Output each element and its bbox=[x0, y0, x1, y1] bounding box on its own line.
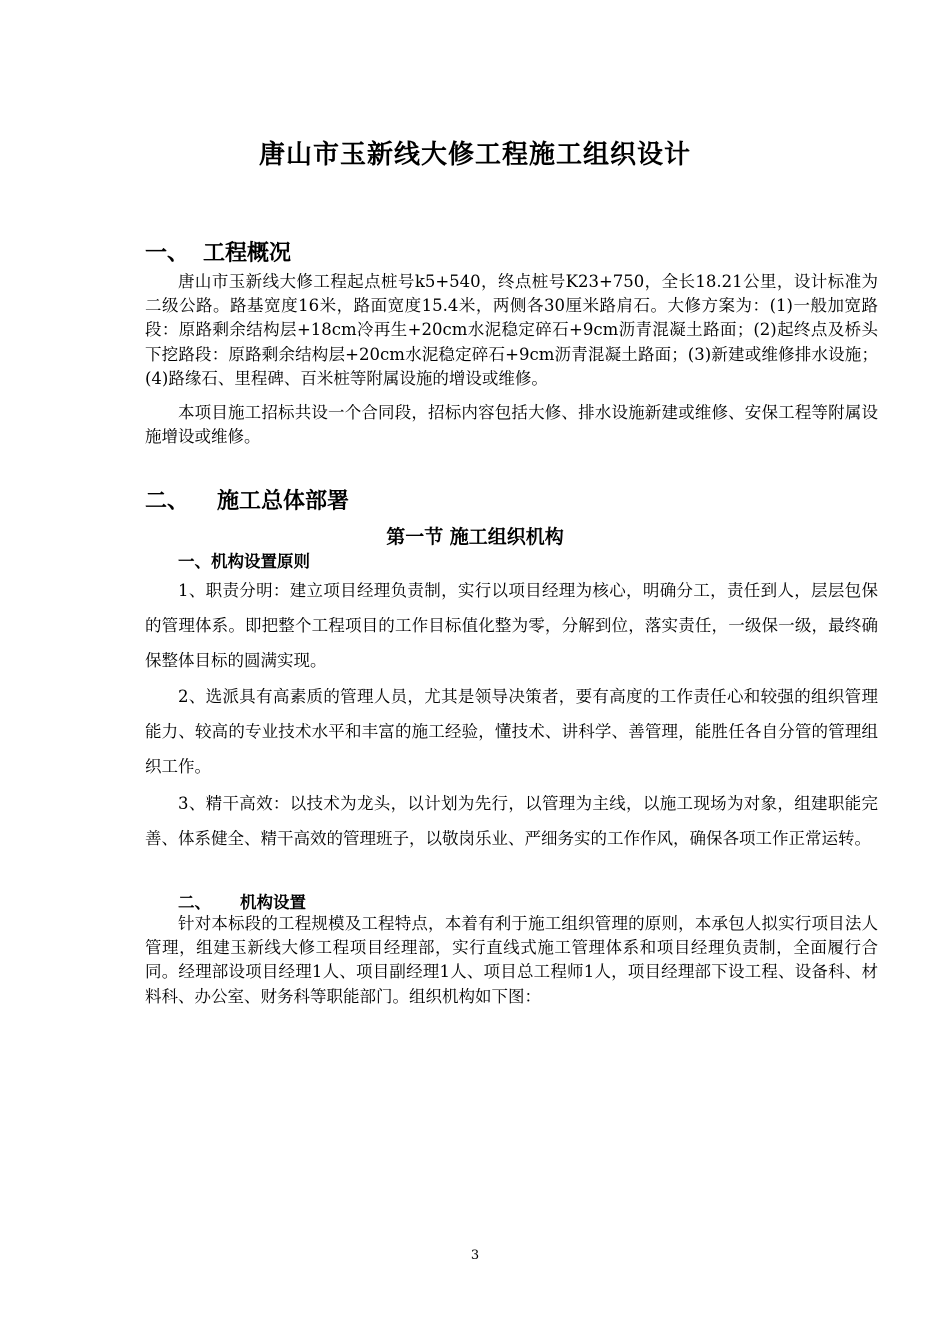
sub1-paragraph-1: 1、职责分明：建立项目经理负责制，实行以项目经理为核心，明确分工，责任到人，层层包保的管理体系。即把整个工程项目的工作目标值化整为零，分解到位，落实责任，一级保一级，最终确保整体目标的圆满实现。 bbox=[145, 581, 878, 670]
subsection-title: 第一节 施工组织机构 bbox=[386, 526, 564, 548]
document-title: 唐山市玉新线大修工程施工组织设计 bbox=[258, 140, 691, 170]
section-1-paragraph-1: 唐山市玉新线大修工程起点桩号k5+540，终点桩号K23+750，全长18.21公里，设计标准为二级公路。路基宽度16米，路面宽度15.4米，两侧各30厘米路肩石。大修方案为：(1)一般加宽路段：原路剩余结构层+18cm冷再生+20cm水泥稳定碎石+9cm沥青混凝土路面；(2)起终点及桥头下挖路段：原路剩余结构层+20cm水泥稳定碎石+9cm沥青混凝土路面；(3)新建或维修排水设施；(4)路缘石、里程碑、百米桩等附属设施的增设或维修。 bbox=[145, 272, 878, 388]
section-1-title: 工程概况 bbox=[203, 240, 292, 266]
sub2-number: 二、 bbox=[178, 893, 211, 912]
sub1-paragraph-3: 3、精干高效：以技术为龙头，以计划为先行，以管理为主线，以施工现场为对象，组建职能完善、体系健全、精干高效的管理班子，以敬岗乐业、严细务实的工作作风，确保各项工作正常运转。 bbox=[145, 794, 878, 848]
section-1-number: 一、 bbox=[145, 240, 190, 266]
page-number: 3 bbox=[470, 1248, 480, 1263]
sub1-paragraph-2: 2、选派具有高素质的管理人员，尤其是领导决策者，要有高度的工作责任心和较强的组织管理能力、较高的专业技术水平和丰富的施工经验，懂技术、讲科学、善管理，能胜任各自分管的管理组织工作。 bbox=[145, 687, 878, 776]
section-1-heading bbox=[145, 236, 291, 267]
sub2-title: 机构设置 bbox=[240, 893, 306, 912]
section-1-paragraph-2: 本项目施工招标共设一个合同段，招标内容包括大修、排水设施新建或维修、安保工程等附属设施增设或维修。 bbox=[145, 403, 878, 447]
section-2-title: 施工总体部署 bbox=[217, 488, 350, 514]
section-2-heading bbox=[145, 484, 349, 515]
section-2-number: 二、 bbox=[145, 488, 190, 514]
sub1-heading: 一、机构设置原则 bbox=[178, 552, 310, 571]
sub2-heading bbox=[178, 889, 306, 913]
sub2-paragraph-1: 针对本标段的工程规模及工程特点，本着有利于施工组织管理的原则，本承包人拟实行项目法人管理，组建玉新线大修工程项目经理部，实行直线式施工管理体系和项目经理负责制，全面履行合同。经理部设项目经理1人、项目副经理1人、项目总工程师1人，项目经理部下设工程、设备科、材料科、办公室、财务科等职能部门。组织机构如下图： bbox=[145, 914, 878, 1006]
